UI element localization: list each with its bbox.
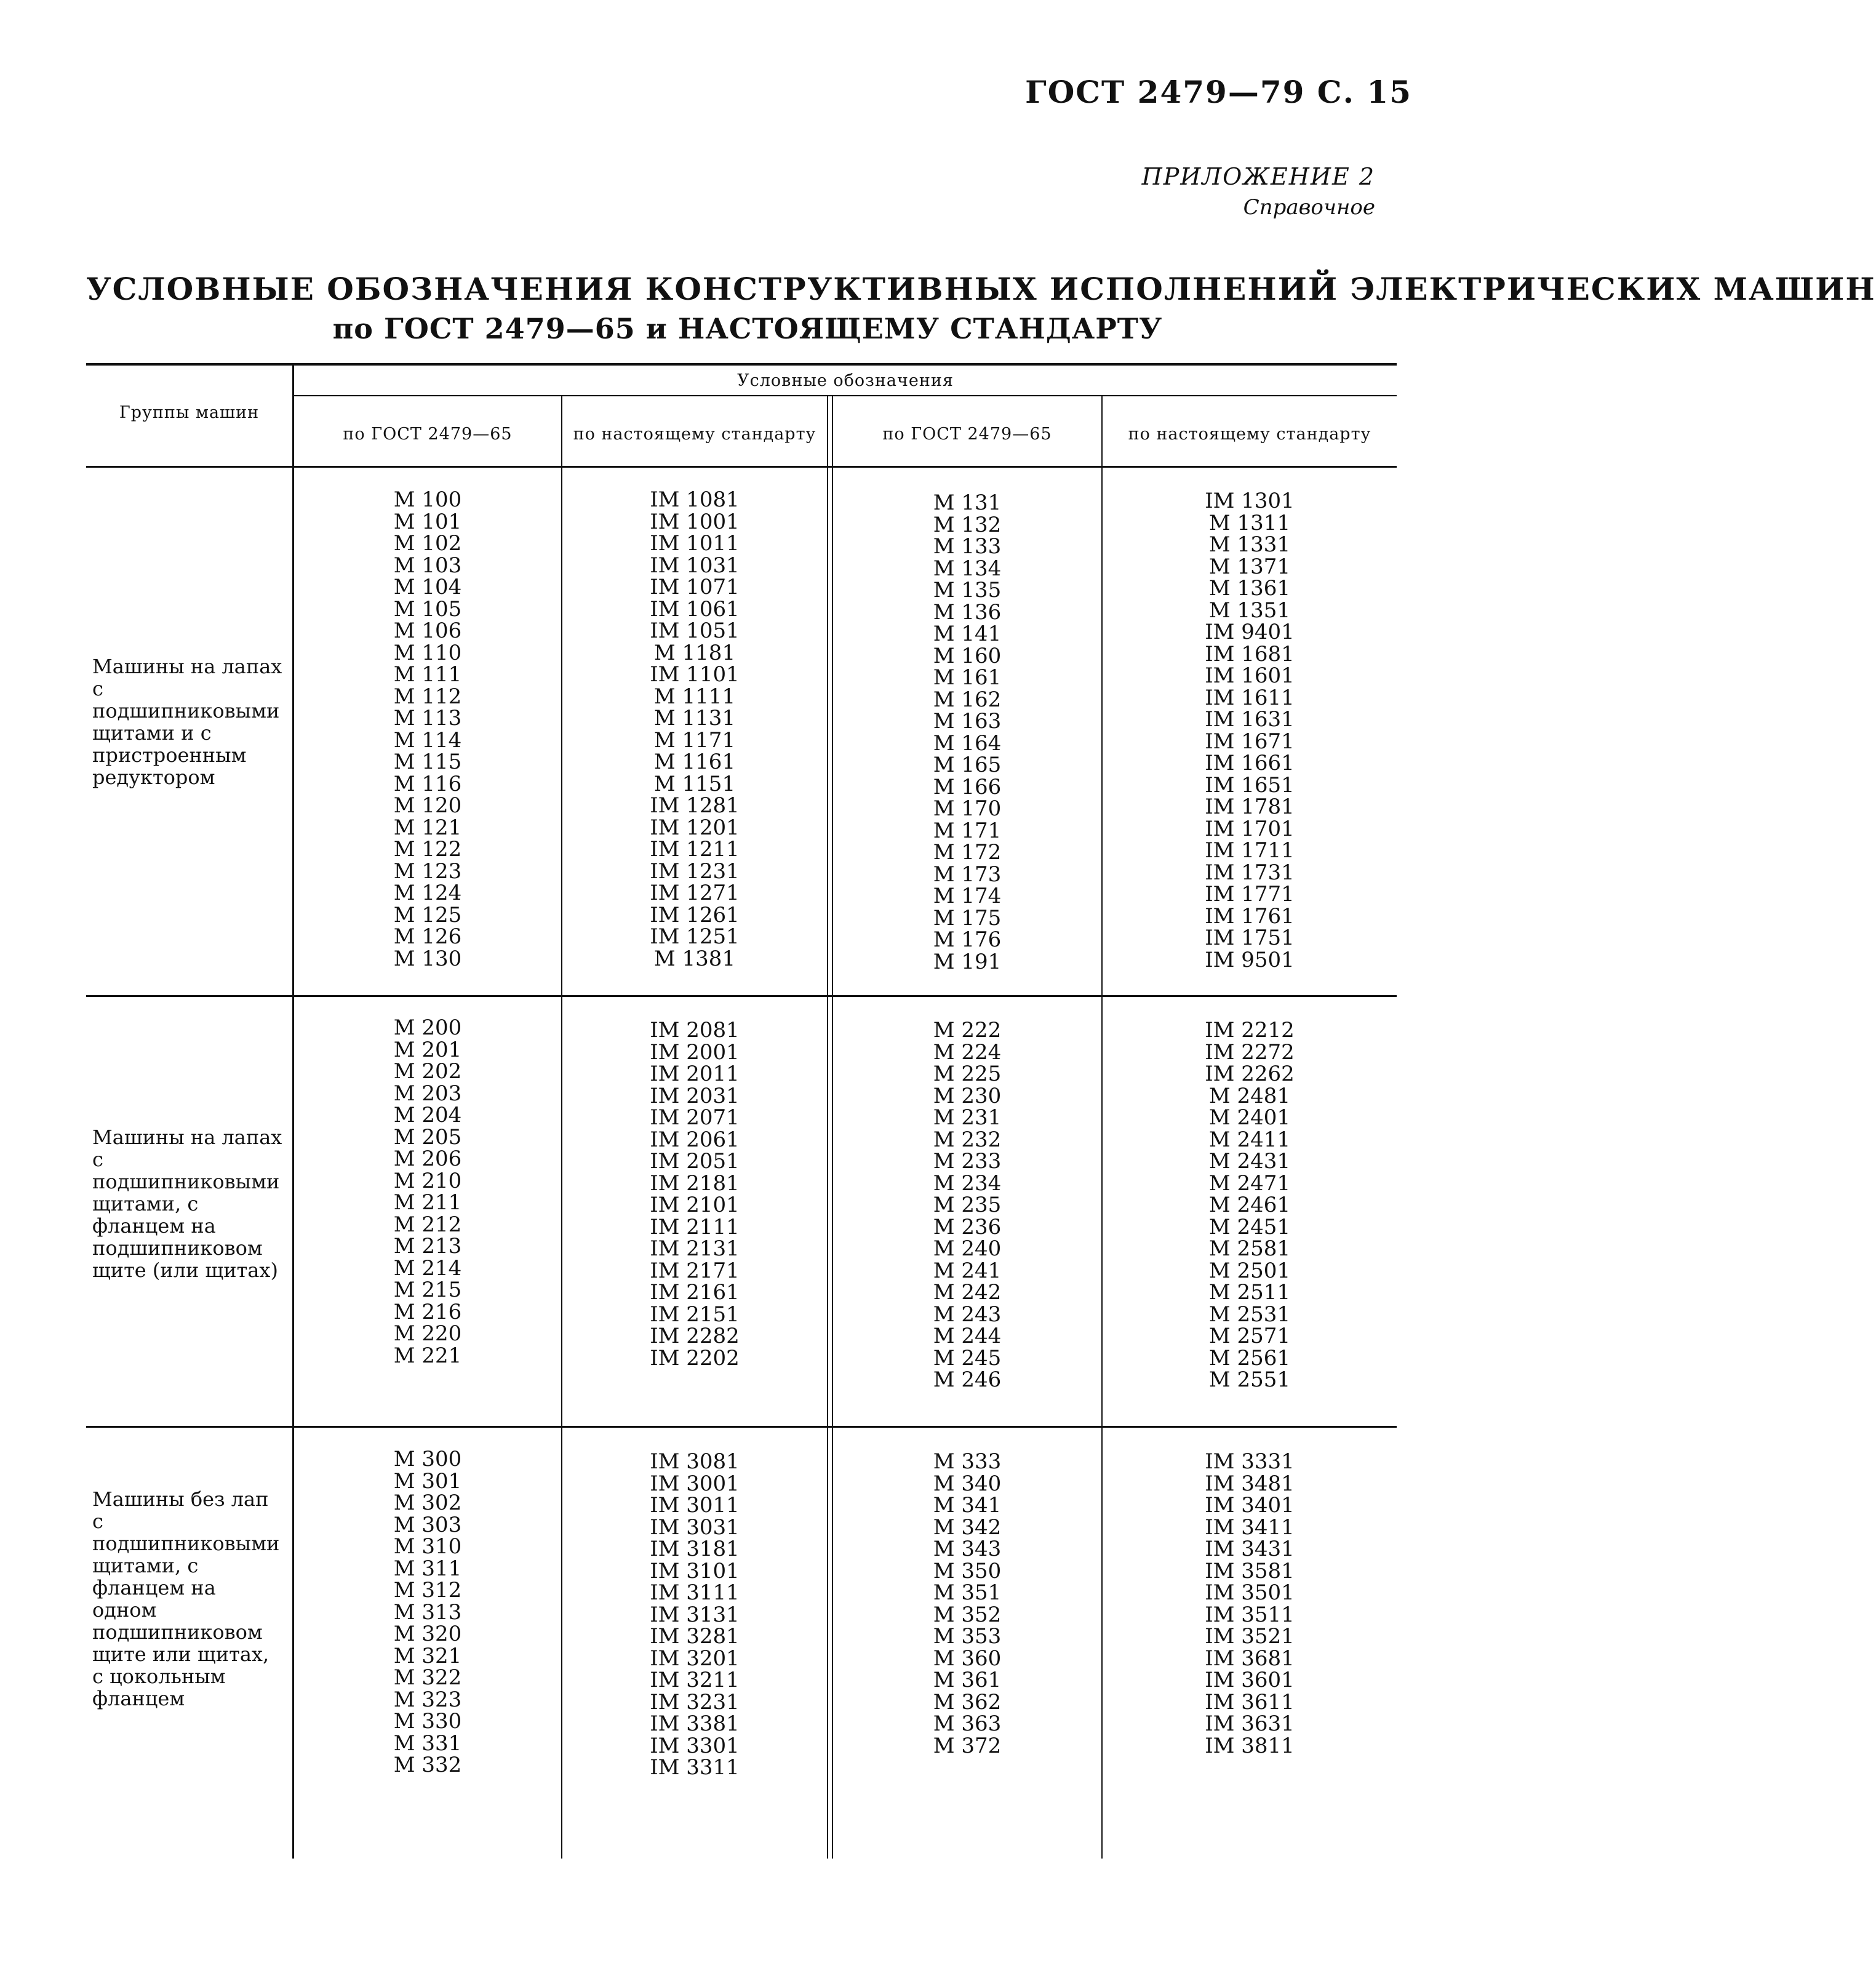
header-group: Группы машин (119, 403, 260, 422)
designation-cell: IM 2272 (1205, 1039, 1295, 1065)
designation-cell: M 1151 (653, 771, 736, 796)
designation-cell: М 120 (393, 793, 462, 818)
designation-cell: М 124 (393, 881, 462, 905)
designation-cell: М 165 (933, 753, 1002, 777)
designation-cell: IM 1661 (1205, 751, 1295, 775)
designation-cell: M 2471 (1208, 1171, 1291, 1196)
section-2-col1 (294, 1017, 561, 1367)
designation-cell: М 245 (933, 1345, 1002, 1371)
designation-cell: М 235 (933, 1193, 1002, 1217)
section-1-group: Машины на лапах с подшипниковыми щитами и с пристроенным редуктором (92, 655, 282, 789)
designation-cell: IM 1281 (650, 793, 740, 818)
designation-cell: IM 2282 (650, 1324, 740, 1348)
designation-cell: М 360 (933, 1646, 1002, 1671)
designation-cell: M 1311 (1208, 510, 1291, 535)
designation-cell: М 301 (393, 1468, 462, 1494)
designation-cell: IM 2051 (650, 1149, 740, 1174)
designation-cell: М 363 (933, 1711, 1002, 1736)
designation-cell: М 220 (393, 1321, 462, 1346)
designation-cell: IM 3631 (1205, 1711, 1295, 1736)
designation-cell: М 333 (933, 1449, 1002, 1474)
designation-cell: М 350 (933, 1558, 1002, 1583)
designation-cell: IM 2061 (650, 1127, 740, 1152)
designation-cell: М 105 (393, 596, 462, 622)
designation-cell: M 1181 (653, 640, 736, 665)
appendix-label (1142, 163, 1375, 220)
designation-cell: IM 1731 (1205, 860, 1295, 885)
designation-cell: М 212 (393, 1212, 462, 1237)
section-3-col1 (294, 1449, 561, 1777)
designation-cell: IM 3031 (650, 1515, 740, 1540)
designation-cell: IM 3281 (650, 1624, 740, 1649)
designation-cell: М 234 (933, 1171, 1002, 1196)
designation-cell: IM 3111 (650, 1580, 740, 1605)
designation-cell: IM 1001 (650, 509, 740, 534)
designation-cell: IM 1271 (650, 881, 740, 905)
designation-cell: М 206 (393, 1147, 462, 1171)
section-2-group: Машины на лапах с подшипниковыми щитами, с фланцем на подшипниковом щите (или щитах) (92, 1126, 282, 1282)
designation-cell: М 232 (933, 1127, 1002, 1152)
designation-cell: М 222 (933, 1018, 1002, 1043)
designation-cell: М 341 (933, 1493, 1002, 1518)
designation-cell: IM 1101 (650, 662, 740, 687)
designation-cell: М 200 (393, 1015, 462, 1040)
designation-cell: М 230 (933, 1083, 1002, 1108)
section-1-col1 (294, 489, 561, 970)
designation-cell: IM 1611 (1205, 685, 1295, 710)
section-1-col3 (833, 492, 1101, 973)
designation-cell: IM 1261 (650, 902, 740, 927)
designation-cell: М 340 (933, 1471, 1002, 1496)
designation-cell: М 215 (393, 1278, 462, 1302)
page-header: ГОСТ 2479—79 С. 15 (1025, 74, 1412, 110)
designation-cell: М 135 (933, 578, 1002, 602)
designation-cell: М 130 (393, 946, 462, 971)
section-1-col2 (562, 489, 827, 970)
designation-cell: IM 1781 (1205, 794, 1295, 819)
appendix-note: Справочное (1243, 195, 1375, 220)
designation-cell: М 125 (393, 902, 462, 927)
designation-cell: IM 3811 (1205, 1733, 1295, 1758)
designation-cell: М 160 (933, 643, 1002, 668)
designation-cell: IM 1651 (1205, 772, 1295, 798)
designation-cell: М 302 (393, 1491, 462, 1515)
designation-cell: М 353 (933, 1624, 1002, 1649)
designation-cell: М 141 (933, 622, 1002, 646)
designation-cell: М 116 (393, 771, 462, 796)
designation-cell: М 163 (933, 709, 1002, 734)
designation-cell: М 173 (933, 862, 1002, 887)
section-2-col2 (562, 1020, 827, 1369)
designation-cell: М 244 (933, 1324, 1002, 1348)
designation-cell: IM 3231 (650, 1689, 740, 1715)
designation-cell: IM 2101 (650, 1193, 740, 1217)
designation-cell: М 240 (933, 1236, 1002, 1261)
designation-cell: M 1131 (653, 706, 736, 730)
designation-cell: M 1371 (1208, 554, 1291, 579)
designation-cell: М 111 (393, 662, 462, 687)
designation-cell: IM 2001 (650, 1039, 740, 1065)
designation-cell: IM 1681 (1205, 641, 1295, 666)
designation-cell: M 1331 (1208, 532, 1291, 557)
designation-cell: IM 1231 (650, 858, 740, 884)
designation-cell: M 2561 (1208, 1345, 1291, 1371)
designation-cell: IM 2212 (1205, 1018, 1295, 1043)
designation-cell: IM 3381 (650, 1711, 740, 1736)
designation-cell: М 320 (393, 1622, 462, 1646)
header-span-rule (292, 395, 1397, 396)
designation-cell: IM 3201 (650, 1646, 740, 1671)
designation-cell: IM 1631 (1205, 707, 1295, 732)
designation-cell: IM 3001 (650, 1471, 740, 1496)
designation-cell: M 1381 (653, 946, 736, 971)
designation-cell: IM 3131 (650, 1602, 740, 1627)
designation-cell: М 205 (393, 1124, 462, 1150)
designation-cell: M 2481 (1208, 1083, 1291, 1108)
designation-cell: M 2451 (1208, 1214, 1291, 1239)
designation-cell: М 161 (933, 665, 1002, 690)
designation-cell: M 2461 (1208, 1193, 1291, 1217)
page-title (86, 271, 1876, 345)
designation-cell: М 372 (933, 1733, 1002, 1758)
designation-cell: IM 1771 (1205, 882, 1295, 906)
designation-cell: М 106 (393, 618, 462, 643)
designation-cell: М 310 (393, 1534, 462, 1559)
designation-cell: М 133 (933, 534, 1002, 559)
designation-cell: М 100 (393, 487, 462, 512)
title-line-2: по ГОСТ 2479—65 и НАСТОЯЩЕМУ СТАНДАРТУ (332, 312, 1163, 345)
designation-cell: М 243 (933, 1302, 1002, 1327)
designation-cell: M 2501 (1208, 1258, 1291, 1283)
designation-cell: IM 3521 (1205, 1624, 1295, 1649)
designation-cell: IM 2202 (650, 1345, 740, 1371)
designation-cell: IM 2151 (650, 1302, 740, 1327)
designation-cell: IM 1031 (650, 553, 740, 578)
designation-cell: IM 2031 (650, 1083, 740, 1108)
designation-cell: IM 2171 (650, 1258, 740, 1283)
designation-cell: М 162 (933, 687, 1002, 712)
designation-cell: М 202 (393, 1059, 462, 1084)
designation-cell: IM 3101 (650, 1558, 740, 1583)
designation-cell: M 2511 (1208, 1280, 1291, 1305)
designation-cell: М 351 (933, 1580, 1002, 1605)
designation-cell: IM 1251 (650, 924, 740, 949)
designation-cell: М 101 (393, 509, 462, 534)
designation-cell: M 2431 (1208, 1149, 1291, 1174)
designation-cell: IM 1751 (1205, 926, 1295, 950)
section-2-col4 (1103, 1020, 1397, 1391)
designation-cell: IM 1201 (650, 815, 740, 840)
designation-cell: М 210 (393, 1168, 462, 1193)
designation-cell: М 352 (933, 1602, 1002, 1627)
appendix-title: ПРИЛОЖЕНИЕ 2 (1141, 163, 1375, 190)
designation-cell: М 231 (933, 1105, 1002, 1130)
designation-cell: М 321 (393, 1643, 462, 1668)
table-top-rule (86, 363, 1397, 366)
designation-cell: IM 3311 (650, 1755, 740, 1780)
designation-cell: IM 3501 (1205, 1580, 1295, 1605)
designation-cell: M 1171 (653, 727, 736, 753)
designation-cell: М 175 (933, 905, 1002, 930)
designation-cell: М 176 (933, 927, 1002, 952)
designation-cell: IM 1711 (1205, 838, 1295, 863)
designation-cell: М 224 (933, 1039, 1002, 1065)
designation-cell: М 236 (933, 1214, 1002, 1239)
designation-cell: М 312 (393, 1578, 462, 1603)
designation-cell: IM 2181 (650, 1171, 740, 1196)
designation-cell: М 322 (393, 1665, 462, 1690)
designation-cell: M 1351 (1208, 598, 1291, 623)
designation-cell: IM 3081 (650, 1449, 740, 1474)
designation-cell: М 170 (933, 796, 1002, 821)
designation-cell: IM 2262 (1205, 1062, 1295, 1086)
designation-cell: IM 3301 (650, 1733, 740, 1758)
designation-cell: М 110 (393, 640, 462, 665)
designation-cell: М 242 (933, 1280, 1002, 1305)
designation-cell: IM 2071 (650, 1105, 740, 1130)
designation-cell: M 2411 (1208, 1127, 1291, 1152)
designation-cell: М 214 (393, 1255, 462, 1281)
designation-cell: IM 2081 (650, 1018, 740, 1043)
designation-cell: М 203 (393, 1081, 462, 1106)
designation-cell: IM 2131 (650, 1236, 740, 1261)
header-span: Условные обозначения (737, 371, 954, 390)
designation-cell: М 216 (393, 1299, 462, 1324)
designation-cell: M 1111 (653, 684, 736, 709)
designation-cell: М 211 (393, 1190, 462, 1215)
designation-cell: IM 3681 (1205, 1646, 1295, 1671)
header-col2: по настоящему стандарту (573, 425, 816, 444)
designation-cell: М 134 (933, 556, 1002, 581)
designation-cell: М 233 (933, 1149, 1002, 1174)
designation-cell: М 213 (393, 1234, 462, 1259)
designation-cell: М 241 (933, 1258, 1002, 1283)
header-col3: по ГОСТ 2479—65 (882, 425, 1052, 444)
header-bottom-rule (86, 466, 1397, 468)
designation-cell: М 104 (393, 575, 462, 599)
designation-cell: М 126 (393, 924, 462, 949)
designation-cell: М 323 (393, 1687, 462, 1712)
designation-cell: IM 1601 (1205, 663, 1295, 688)
designation-cell: IM 9501 (1205, 947, 1295, 972)
designation-cell: М 164 (933, 730, 1002, 756)
designation-cell: M 2401 (1208, 1105, 1291, 1130)
designation-cell: М 172 (933, 840, 1002, 865)
designation-cell: М 112 (393, 684, 462, 709)
section-3-col2 (562, 1451, 827, 1779)
designation-cell: M 2531 (1208, 1302, 1291, 1327)
designation-cell: М 204 (393, 1103, 462, 1127)
designation-cell: М 311 (393, 1556, 462, 1581)
designation-cell: IM 2111 (650, 1214, 740, 1239)
designation-cell: М 131 (933, 490, 1002, 515)
column-rule-2a (827, 395, 828, 1859)
header-col1: по ГОСТ 2479—65 (343, 425, 513, 444)
designation-cell: IM 3331 (1205, 1449, 1295, 1474)
designation-cell: М 246 (933, 1367, 1002, 1392)
designation-cell: IM 9401 (1205, 620, 1295, 644)
designation-cell: IM 3181 (650, 1537, 740, 1561)
section-1-col4 (1103, 490, 1397, 971)
designation-cell: IM 1301 (1205, 489, 1295, 513)
designation-cell: М 221 (393, 1343, 462, 1368)
designation-cell: M 2551 (1208, 1367, 1291, 1392)
designation-cell: М 114 (393, 727, 462, 753)
designation-cell: М 174 (933, 884, 1002, 908)
designation-cell: М 300 (393, 1447, 462, 1471)
header-col4: по настоящему стандарту (1128, 425, 1371, 444)
designation-cell: М 121 (393, 815, 462, 840)
designation-cell: М 132 (933, 512, 1002, 537)
designation-cell: М 330 (393, 1709, 462, 1734)
designation-cell: M 1361 (1208, 576, 1291, 601)
designation-cell: М 342 (933, 1515, 1002, 1540)
designation-cell: IM 1061 (650, 596, 740, 622)
designation-cell: IM 3401 (1205, 1493, 1295, 1518)
designation-cell: М 201 (393, 1037, 462, 1062)
title-line-1: УСЛОВНЫЕ ОБОЗНАЧЕНИЯ КОНСТРУКТИВНЫХ ИСПОЛНЕНИЙ ЭЛЕКТРИЧЕСКИХ МАШИН (86, 271, 1876, 307)
designation-cell: М 103 (393, 553, 462, 578)
designation-cell: IM 3611 (1205, 1689, 1295, 1715)
section-3-group: Машины без лап с подшипниковыми щитами, с фланцем на одном подшипниковом щите или щитах, с цокольным фланцем (92, 1487, 280, 1710)
section-2-col3 (833, 1020, 1101, 1391)
designation-cell: IM 1671 (1205, 729, 1295, 754)
designation-cell: М 362 (933, 1689, 1002, 1715)
designation-cell: М 361 (933, 1668, 1002, 1692)
designation-cell: М 331 (393, 1731, 462, 1756)
designation-cell: IM 2011 (650, 1062, 740, 1086)
designation-cell: М 313 (393, 1599, 462, 1625)
designation-cell: IM 3411 (1205, 1515, 1295, 1540)
designation-cell: М 332 (393, 1753, 462, 1777)
designation-cell: М 115 (393, 750, 462, 774)
designation-cell: М 303 (393, 1512, 462, 1537)
designation-cell: IM 2161 (650, 1280, 740, 1305)
designation-cell: М 171 (933, 818, 1002, 843)
designation-cell: М 225 (933, 1062, 1002, 1086)
designation-cell: IM 1081 (650, 487, 740, 512)
designation-cell: IM 1211 (650, 837, 740, 862)
section-3-col4 (1103, 1451, 1397, 1757)
section-3-col3 (833, 1451, 1101, 1757)
designation-cell: IM 3481 (1205, 1471, 1295, 1496)
designation-cell: IM 1761 (1205, 903, 1295, 929)
designation-cell: М 136 (933, 599, 1002, 625)
designation-cell: М 191 (933, 949, 1002, 974)
designation-cell: М 102 (393, 531, 462, 556)
designation-cell: IM 3211 (650, 1668, 740, 1692)
designation-cell: М 122 (393, 837, 462, 862)
designation-cell: IM 3581 (1205, 1558, 1295, 1583)
section-divider-1 (86, 995, 1397, 997)
designation-cell: IM 1071 (650, 575, 740, 599)
designation-cell: IM 3511 (1205, 1602, 1295, 1627)
designation-cell: M 2571 (1208, 1324, 1291, 1348)
designation-cell: IM 3431 (1205, 1537, 1295, 1561)
designation-cell: IM 1051 (650, 618, 740, 643)
designation-cell: IM 1011 (650, 531, 740, 556)
designation-cell: IM 3011 (650, 1493, 740, 1518)
designation-cell: М 343 (933, 1537, 1002, 1561)
designation-cell: M 2581 (1208, 1236, 1291, 1261)
designation-cell: М 166 (933, 774, 1002, 799)
designation-cell: IM 3601 (1205, 1668, 1295, 1692)
designation-cell: IM 1701 (1205, 816, 1295, 841)
designation-cell: M 1161 (653, 750, 736, 774)
designation-cell: М 113 (393, 706, 462, 730)
section-divider-2 (86, 1426, 1397, 1428)
designation-cell: М 123 (393, 858, 462, 884)
